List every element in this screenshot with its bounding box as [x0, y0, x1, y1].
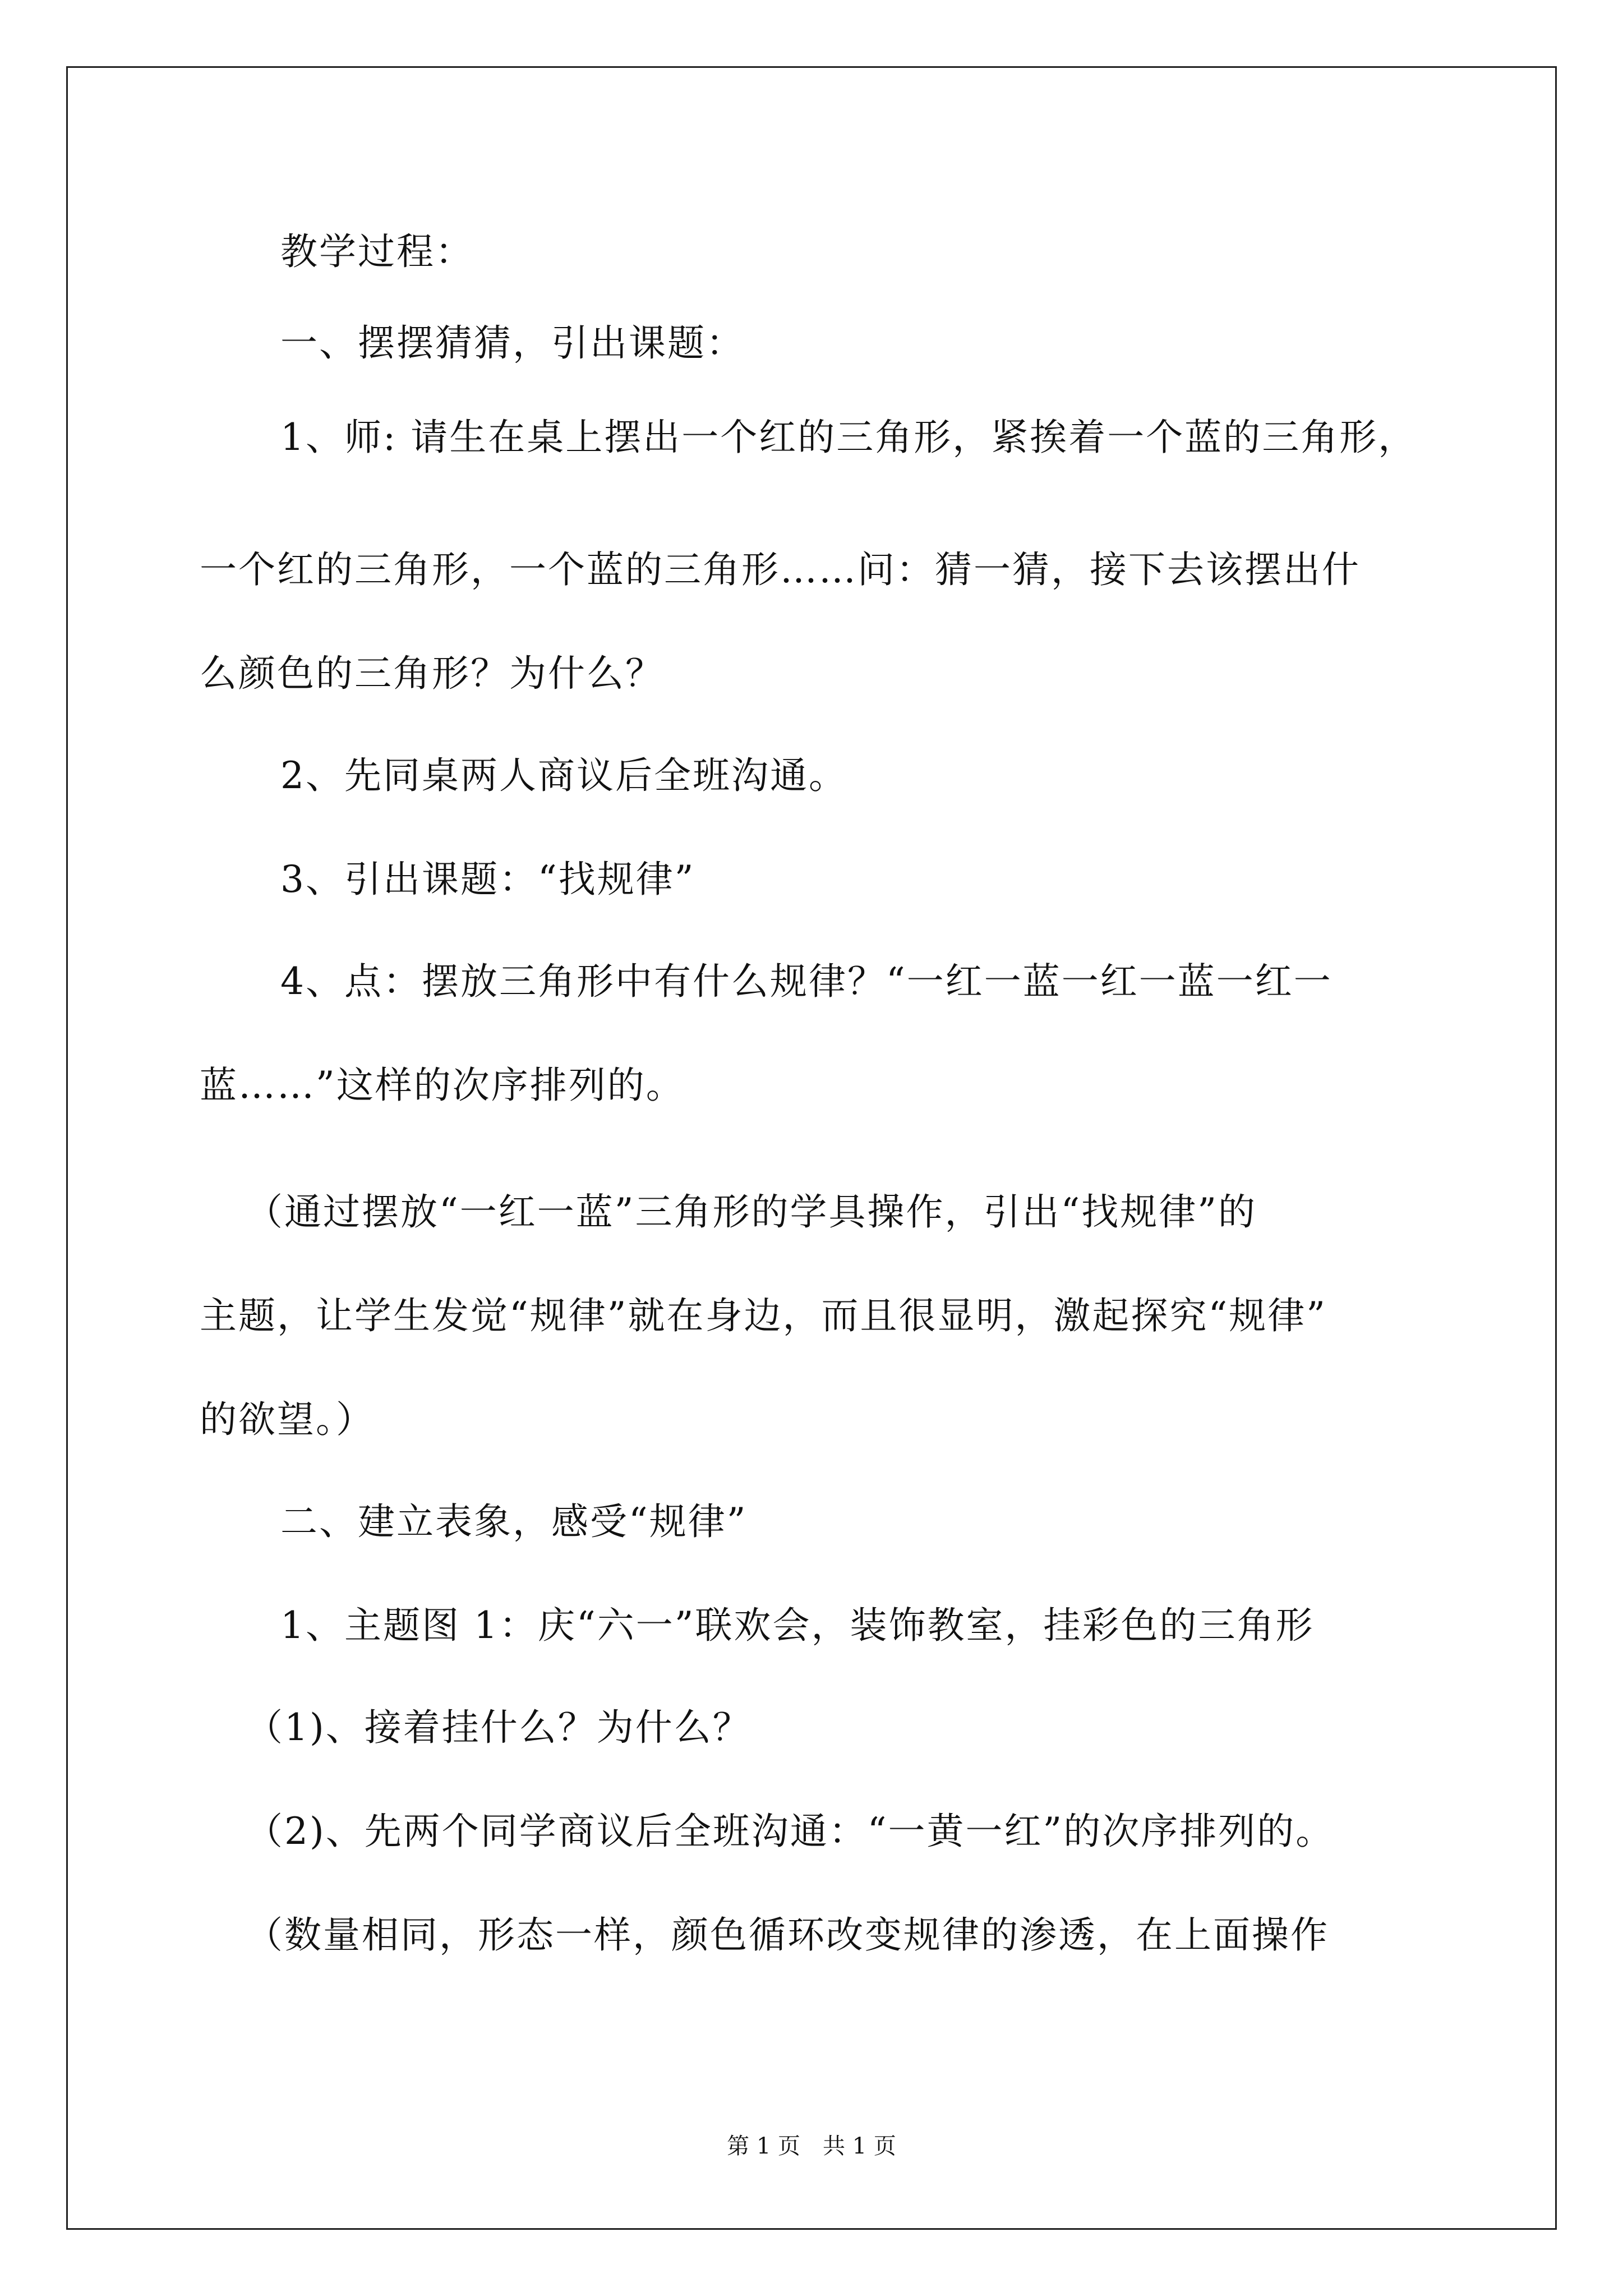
paragraph-line: （2)、先两个同学商议后全班沟通：“一黄一红”的次序排列的。: [246, 1810, 1335, 1853]
paragraph-line: 2、先同桌两人商议后全班沟通。: [280, 754, 847, 797]
paragraph-line: 一个红的三角形，一个蓝的三角形……问：猜一猜，接下去该摆出什: [200, 548, 1361, 591]
paragraph-line: （通过摆放“一红一蓝”三角形的学具操作，引出“找规律”的: [246, 1190, 1257, 1234]
section-heading-process: 教学过程：: [280, 230, 474, 273]
page-frame: [66, 66, 1557, 2230]
paragraph-line: 3、引出课题：“找规律”: [280, 858, 695, 901]
paragraph-line: 1、主题图 1：庆“六一”联欢会，装饰教室，挂彩色的三角形: [280, 1604, 1315, 1647]
paragraph-line: 1、师: 请生在桌上摆出一个红的三角形，紧挨着一个蓝的三角形，: [280, 416, 1417, 459]
paragraph-line: 蓝……”这样的次序排列的。: [200, 1064, 685, 1107]
paragraph-line: （1)、接着挂什么？为什么？: [246, 1706, 751, 1749]
paragraph-line: 主题，让学生发觉“规律”就在身边，而且很显明，激起探究“规律”: [200, 1294, 1327, 1337]
page-number-footer: 第 1 页 共 1 页: [727, 2133, 896, 2159]
section-heading-two: 二、建立表象，感受“规律”: [280, 1500, 748, 1543]
paragraph-line: （数量相同，形态一样，颜色循环改变规律的渗透，在上面操作: [246, 1913, 1329, 1957]
paragraph-line: 么颜色的三角形？为什么？: [200, 652, 664, 695]
section-heading-one: 一、摆摆猜猜，引出课题：: [280, 321, 745, 365]
paragraph-line: 4、点：摆放三角形中有什么规律？“一红一蓝一红一蓝一红一: [280, 960, 1332, 1003]
paragraph-line: 的欲望。）: [200, 1398, 375, 1441]
